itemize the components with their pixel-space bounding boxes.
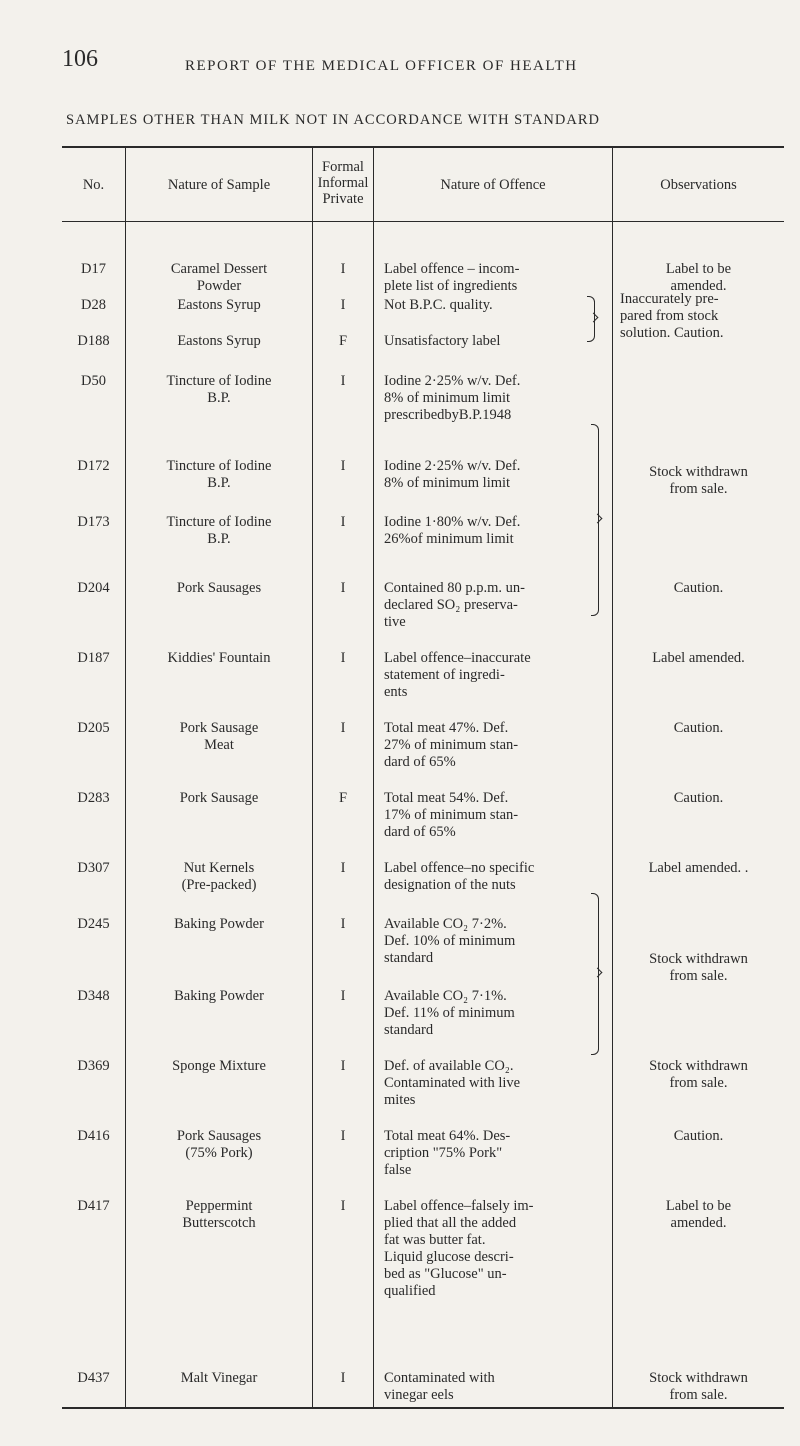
observation: Label amended. (652, 650, 745, 666)
sample-nature: Pork Sausage Meat (179, 720, 259, 753)
sample-formal-informal: I (340, 514, 346, 530)
sample-formal-informal: I (340, 650, 346, 666)
offence-description: Iodine 1·80% w/v. Def. 26%of minimum limit (384, 514, 521, 547)
sample-formal-informal: I (340, 720, 346, 736)
sample-nature: Caramel Dessert Powder (170, 261, 268, 294)
offence-description: Def. of available CO₂. Contaminated with live mites (384, 1058, 521, 1108)
observation: Caution. (673, 1128, 724, 1144)
offence-description: Label offence–falsely im- plied that all the added fat was butter fat. Liquid glucose descri- bed as "Glucose" un- qualified (384, 1198, 534, 1299)
sample-formal-informal: I (340, 1370, 346, 1386)
sample-number: D17 (81, 261, 106, 277)
header-rule (62, 221, 784, 222)
sample-number: D50 (81, 373, 106, 389)
sample-number: D28 (81, 297, 106, 313)
observation: Label to be amended. (665, 261, 732, 294)
observation: Caution. (673, 580, 724, 596)
offence-description: Not B.P.C. quality. (384, 297, 493, 313)
sample-nature: Eastons Syrup (177, 297, 261, 313)
sample-formal-informal: I (340, 916, 346, 932)
offence-description: Contained 80 p.p.m. un- declared SO₂ preserva- tive (384, 580, 525, 630)
observation: Label amended. . (648, 860, 749, 876)
sample-formal-informal: I (340, 860, 346, 876)
header-offence: Nature of Offence (440, 177, 546, 193)
sample-formal-informal: F (338, 333, 348, 349)
offence-description: Iodine 2·25% w/v. Def. 8% of minimum limit (384, 458, 521, 491)
offence-description: Total meat 54%. Def. 17% of minimum stan- dard of 65% (384, 790, 519, 840)
top-rule (62, 146, 784, 148)
sample-number: D348 (77, 988, 110, 1004)
sample-nature: Baking Powder (174, 988, 264, 1004)
sample-formal-informal: F (338, 790, 348, 806)
sample-formal-informal: I (340, 1198, 346, 1214)
sample-nature: Baking Powder (174, 916, 264, 932)
offence-description: Total meat 64%. Des- cription "75% Pork" false (384, 1128, 511, 1178)
sample-number: D417 (77, 1198, 110, 1214)
observation: Stock withdrawn from sale. (649, 1370, 748, 1403)
grouped-obs-syrup: Inaccurately pre- pared from stock solution. Caution. (620, 291, 724, 341)
offence-description: Unsatisfactory label (384, 333, 501, 349)
sample-number: D187 (77, 650, 110, 666)
header-no: No. (82, 177, 105, 193)
sample-formal-informal: I (340, 458, 346, 474)
sample-number: D416 (77, 1128, 110, 1144)
sample-number: D204 (77, 580, 110, 596)
sample-nature: Pork Sausages (176, 580, 262, 596)
sample-formal-informal: I (340, 261, 346, 277)
observation: Caution. (673, 790, 724, 806)
sample-nature: Kiddies' Fountain (167, 650, 271, 666)
offence-description: Label offence–inaccurate statement of ingredi- ents (384, 650, 531, 700)
offence-description: Iodine 2·25% w/v. Def. 8% of minimum limit prescribedbyB.P.1948 (384, 373, 521, 423)
sample-nature: Pork Sausages (75% Pork) (176, 1128, 262, 1161)
sample-formal-informal: I (340, 1128, 346, 1144)
sample-number: D188 (77, 333, 110, 349)
sample-number: D245 (77, 916, 110, 932)
sample-nature: Eastons Syrup (177, 333, 261, 349)
sample-formal-informal: I (340, 297, 346, 313)
sample-formal-informal: I (340, 580, 346, 596)
bottom-rule (62, 1407, 784, 1409)
sample-nature: Tincture of Iodine B.P. (166, 458, 272, 491)
offence-description: Label offence–no specific designation of the nuts (384, 860, 535, 893)
observation: Caution. (673, 720, 724, 736)
header-nature: Nature of Sample (167, 177, 271, 193)
sample-nature: Tincture of Iodine B.P. (166, 514, 272, 547)
sample-number: D173 (77, 514, 110, 530)
grouped-obs-iodine: Stock withdrawn from sale. (649, 464, 748, 497)
page-number: 106 (62, 46, 98, 72)
header-formal: Formal Informal Private (317, 159, 369, 207)
sample-formal-informal: I (340, 373, 346, 389)
sample-nature: Malt Vinegar (180, 1370, 258, 1386)
sample-nature: Sponge Mixture (172, 1058, 266, 1074)
offence-description: Total meat 47%. Def. 27% of minimum stan- dard of 65% (384, 720, 519, 770)
offence-description: Available CO₂ 7·2%. Def. 10% of minimum standard (384, 916, 516, 966)
column-rule-3 (373, 147, 374, 1408)
sample-number: D307 (77, 860, 110, 876)
offence-description: Contaminated with vinegar eels (384, 1370, 495, 1403)
table-title: SAMPLES OTHER THAN MILK NOT IN ACCORDANCE WITH STANDARD (66, 112, 600, 128)
observation: Label to be amended. (665, 1198, 732, 1231)
sample-nature: Peppermint Butterscotch (182, 1198, 256, 1231)
sample-nature: Tincture of Iodine B.P. (166, 373, 272, 406)
header-observations: Observations (660, 177, 737, 193)
offence-description: Available CO₂ 7·1%. Def. 11% of minimum standard (384, 988, 515, 1038)
running-head: REPORT OF THE MEDICAL OFFICER OF HEALTH (185, 58, 578, 74)
grouped-obs-baking: Stock withdrawn from sale. (649, 951, 748, 984)
sample-number: D283 (77, 790, 110, 806)
offence-description: Label offence – incom- plete list of ingredients (384, 261, 520, 294)
sample-number: D205 (77, 720, 110, 736)
sample-number: D369 (77, 1058, 110, 1074)
observation: Stock withdrawn from sale. (649, 1058, 748, 1091)
sample-nature: Nut Kernels (Pre-packed) (181, 860, 257, 893)
sample-number: D437 (77, 1370, 110, 1386)
sample-nature: Pork Sausage (179, 790, 259, 806)
sample-formal-informal: I (340, 988, 346, 1004)
sample-formal-informal: I (340, 1058, 346, 1074)
sample-number: D172 (77, 458, 110, 474)
